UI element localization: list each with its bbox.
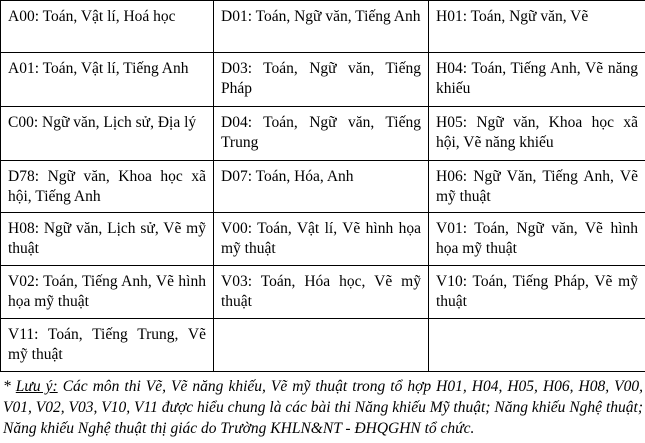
table-row: [1, 107, 645, 161]
table-cell: D04: Toán, Ngữ văn, Tiếng Trung: [214, 107, 429, 161]
table-cell: V02: Toán, Tiếng Anh, Vẽ hình họa mỹ thuật: [1, 266, 214, 319]
table-cell-empty: [214, 319, 429, 372]
table-cell: H04: Toán, Tiếng Anh, Vẽ năng khiếu: [429, 53, 645, 107]
footnote-text: Các môn thi Vẽ, Vẽ năng khiếu, Vẽ mỹ thuật trong tổ hợp H01, H04, H05, H06, H08, V00, V01, V02, V03, V10, V11 được hiểu chung là các bài thi Năng khiếu Mỹ thuật; Năng khiếu Nghệ thuật; Năng khiếu Nghệ thuật thị giác do Trường KHLN&NT - ĐHQGHN tổ chức.: [3, 378, 643, 437]
table-cell: D07: Toán, Hóa, Anh: [214, 161, 429, 213]
footnote-label: Lưu ý:: [15, 378, 58, 395]
table-cell: A00: Toán, Vật lí, Hoá học: [1, 1, 214, 53]
table-cell: D01: Toán, Ngữ văn, Tiếng Anh: [214, 1, 429, 53]
table-cell: D03: Toán, Ngữ văn, Tiếng Pháp: [214, 53, 429, 107]
footnote-prefix: *: [3, 378, 16, 395]
table-cell: V01: Toán, Ngữ văn, Vẽ hình họa mỹ thuật: [429, 213, 645, 266]
table-cell: H01: Toán, Ngữ văn, Vẽ: [429, 1, 645, 53]
table-cell: V11: Toán, Tiếng Trung, Vẽ mỹ thuật: [1, 319, 214, 372]
table-cell: V10: Toán, Tiếng Pháp, Vẽ mỹ thuật: [429, 266, 645, 319]
table-row: [1, 213, 645, 266]
table-cell: A01: Toán, Vật lí, Tiếng Anh: [1, 53, 214, 107]
table-cell: C00: Ngữ văn, Lịch sử, Địa lý: [1, 107, 214, 161]
table-cell-empty: [429, 319, 645, 372]
table-cell: V03: Toán, Hóa học, Vẽ mỹ thuật: [214, 266, 429, 319]
table-cell: H05: Ngữ văn, Khoa học xã hội, Vẽ năng khiếu: [429, 107, 645, 161]
table-row: [1, 266, 645, 319]
table-cell: V00: Toán, Vật lí, Vẽ hình họa mỹ thuật: [214, 213, 429, 266]
table-row: [1, 319, 645, 372]
footnote: [3, 376, 643, 439]
table-row: [1, 53, 645, 107]
table-row: [1, 1, 645, 53]
table-row: [1, 161, 645, 213]
table-cell: H08: Ngữ văn, Lịch sử, Vẽ mỹ thuật: [1, 213, 214, 266]
table-cell: D78: Ngữ văn, Khoa học xã hội, Tiếng Anh: [1, 161, 214, 213]
table-cell: H06: Ngữ Văn, Tiếng Anh, Vẽ mỹ thuật: [429, 161, 645, 213]
